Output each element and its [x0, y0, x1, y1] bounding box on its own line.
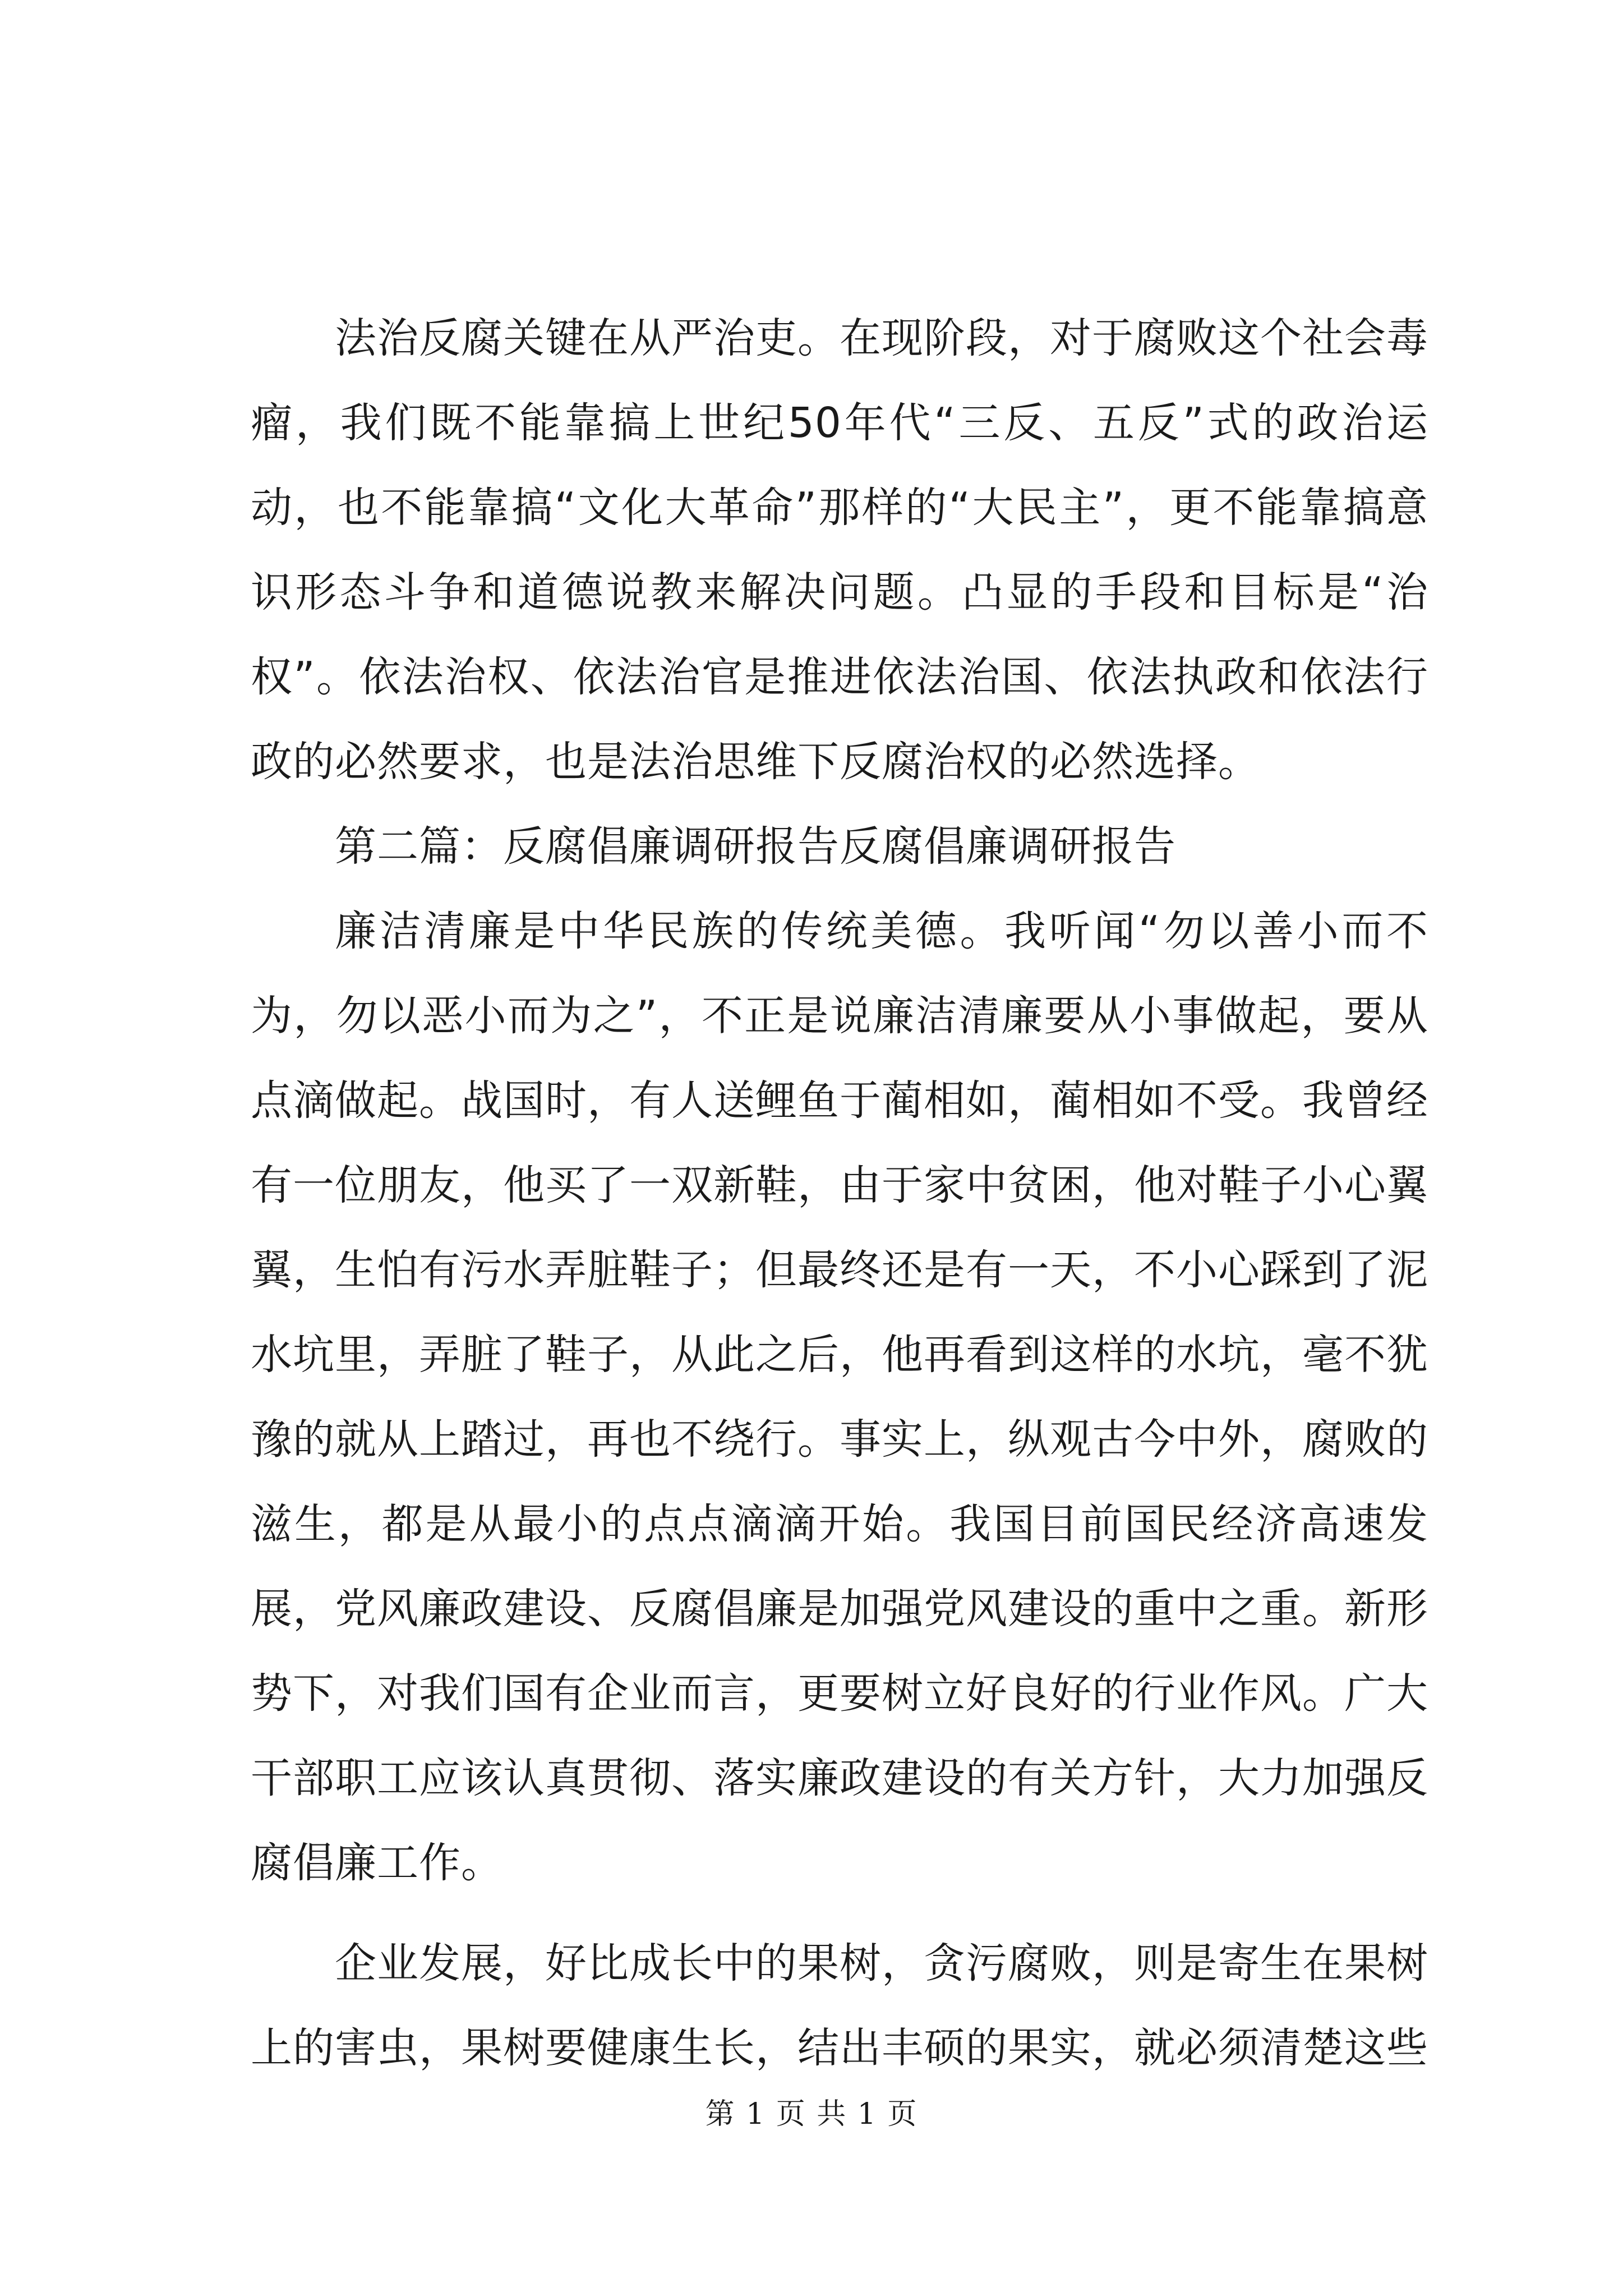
document-body	[251, 296, 1428, 2091]
paragraph-enterprise: 企业发展，好比成长中的果树，贪污腐败，则是寄生在果树上的害虫，果树要健康生长，结出丰硕的果实，就必须清楚这些	[251, 1939, 1428, 2072]
section-heading: 第二篇：反腐倡廉调研报告反腐倡廉调研报告	[335, 822, 1176, 871]
paragraph-integrity: 廉洁清廉是中华民族的传统美德。我听闻“勿以善小而不为，勿以恶小而为之”，不正是说廉洁清廉要从小事做起，要从点滴做起。战国时，有人送鲤鱼于蔺相如，蔺相如不受。我曾经有一位朋友，他买了一双新鞋，由于家中贫困，他对鞋子小心翼翼，生怕有污水弄脏鞋子；但最终还是有一天，不小心踩到了泥水坑里，弄脏了鞋子，从此之后，他再看到这样的水坑，毫不犹豫的就从上踏过，再也不绕行。事实上，纵观古今中外，腐败的滋生，都是从最小的点点滴滴开始。我国目前国民经济高速发展，党风廉政建设、反腐倡廉是加强党风建设的重中之重。新形势下，对我们国有企业而言，更要树立好良好的行业作风。广大干部职工应该认真贯彻、落实廉政建设的有关方针，大力加强反腐倡廉工作。	[251, 907, 1428, 1887]
paragraph-rule-of-law: 法治反腐关键在从严治吏。在现阶段，对于腐败这个社会毒瘤，我们既不能靠搞上世纪50年代“三反、五反”式的政治运动，也不能靠搞“文化大革命”那样的“大民主”，更不能靠搞意识形态斗争和道德说教来解决问题。凸显的手段和目标是“治权”。依法治权、依法治官是推进依法治国、依法执政和依法行政的必然要求，也是法治思维下反腐治权的必然选择。	[251, 314, 1428, 786]
page-footer: 第 1 页 共 1 页	[705, 2097, 918, 2131]
